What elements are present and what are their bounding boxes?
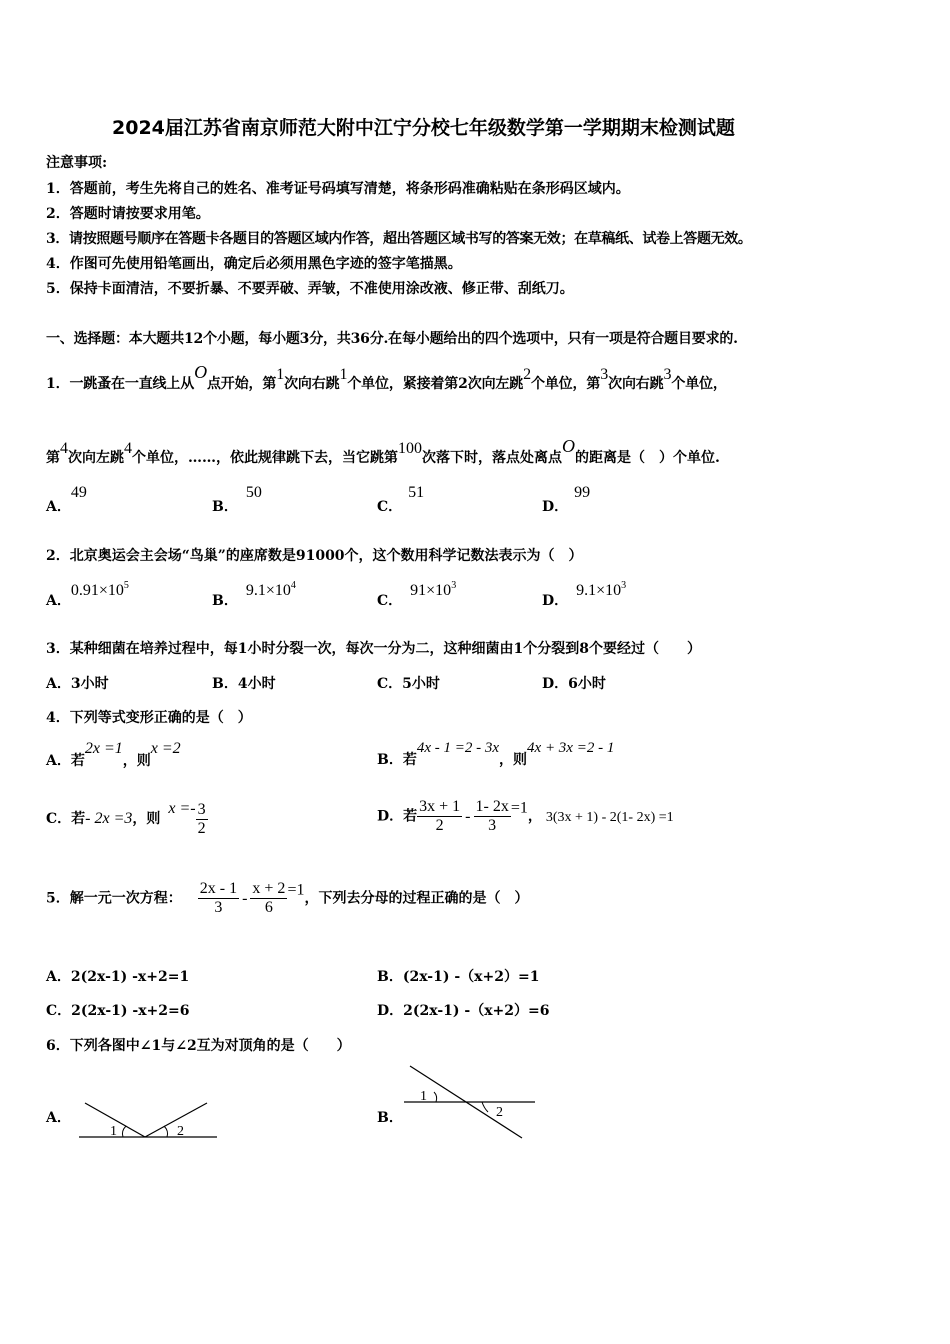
question-3: 3．某种细菌在培养过程中，每1小时分裂一次，每次一分为二，这种细菌由1个分裂到8个要经过（ ） [46, 641, 701, 657]
question-4: 4．下列等式变形正确的是（ ） [46, 710, 252, 726]
page-title: 2024届江苏省南京师范大附中江宁分校七年级数学第一学期期末检测试题 [112, 117, 735, 139]
section-heading: 一、选择题：本大题共12个小题，每小题3分，共36分.在每小题给出的四个选项中，只有一项是符合题目要求的. [46, 331, 738, 347]
figure-a-angle-arc-1 [122, 1126, 126, 1137]
q3-option-b[interactable]: B．4小时 [212, 676, 276, 692]
notice-heading: 注意事项: [46, 155, 108, 171]
figure-b-label-1: 1 [420, 1089, 427, 1104]
question-5: 5．解一元一次方程： $\frac{2x - 1}{3}$ - $\frac{x + 2}{6}$ =1，下列去分母的过程正确的是（ ） [46, 880, 529, 916]
figure-b-label-2: 2 [496, 1105, 503, 1120]
q5-option-a[interactable]: A．2(2x-1) -x+2=1 [46, 969, 190, 985]
figure-a-label-1: 1 [110, 1124, 117, 1139]
q2-option-b[interactable]: B．$9.1\times 10^4$ [212, 580, 296, 609]
q4-option-c[interactable]: C．若- 2x =3，则x =- $\frac{3}{2}$ [46, 800, 206, 837]
q5-option-d[interactable]: D．2(2x-1) -（x+2）=6 [377, 1003, 550, 1019]
q1-option-a[interactable]: A．49 [46, 484, 87, 515]
notice-item: 5．保持卡面清洁，不要折暴、不要弄破、弄皱，不准使用涂改液、修正带、刮纸刀。 [46, 281, 574, 297]
figure-a-label-2: 2 [177, 1124, 184, 1139]
q2-option-c[interactable]: C．$91\times 10^3$ [377, 580, 457, 609]
question-2: 2．北京奥运会主会场“鸟巢”的座席数是91000个，这个数用科学记数法表示为（ ） [46, 548, 583, 564]
q1-option-c[interactable]: C．51 [377, 484, 425, 515]
q3-option-a[interactable]: A．3小时 [46, 676, 109, 692]
q2-option-d[interactable]: D．$9.1\times 10^3$ [542, 580, 627, 609]
q4-option-a[interactable]: A．若2x =1，则x =2 [46, 740, 181, 769]
q3-option-d[interactable]: D．6小时 [542, 676, 606, 692]
question-1-line-2: 第4次向左跳4个单位，……，依此规律跳下去，当它跳第100次落下时，落点处离点O的距离是（ ）个单位. [46, 436, 720, 466]
q6-figure-a [75, 1095, 225, 1145]
figure-a-angle-arc-2 [164, 1126, 168, 1137]
q5-option-b[interactable]: B．(2x-1) -（x+2）=1 [377, 969, 540, 985]
notice-item: 3．请按照题号顺序在答题卡各题目的答题区域内作答，超出答题区域书写的答案无效；在草稿纸、试卷上答题无效。 [46, 231, 752, 247]
q6-option-b[interactable]: B． [377, 1110, 403, 1126]
question-1-line-1: 1．一跳蚤在一直线上从O点开始，第1次向右跳1个单位，紧接着第2次向左跳2个单位，第3次向右跳3个单位， [46, 362, 727, 392]
q1-option-b[interactable]: B．50 [212, 484, 262, 515]
question-6: 6．下列各图中∠1与∠2互为对顶角的是（ ） [46, 1038, 351, 1054]
q1-option-d[interactable]: D．99 [542, 484, 591, 515]
q4-option-d[interactable]: D．若 $\frac{3x + 1}{2}$ - $\frac{1- 2x}{3}$ =1， 3(3x + 1) - 2(1- 2x) =1 [377, 798, 674, 834]
notice-item: 1．答题前，考生先将自己的姓名、准考证号码填写清楚，将条形码准确粘贴在条形码区域内。 [46, 181, 630, 197]
q3-option-c[interactable]: C．5小时 [377, 676, 440, 692]
figure-b-angle-arc-1 [434, 1092, 437, 1102]
q4-option-b[interactable]: B．若4x - 1 =2 - 3x，则4x + 3x =2 - 1 [377, 740, 615, 768]
q5-option-c[interactable]: C．2(2x-1) -x+2=6 [46, 1003, 190, 1019]
figure-a-right-ray [145, 1103, 207, 1137]
q6-option-a[interactable]: A． [46, 1110, 71, 1126]
notice-item: 2．答题时请按要求用笔。 [46, 206, 210, 222]
figure-b-angle-arc-2 [482, 1102, 488, 1112]
notice-item: 4．作图可先使用铅笔画出，确定后必须用黑色字迹的签字笔描黑。 [46, 256, 462, 272]
q6-figure-b [400, 1062, 540, 1144]
q2-option-a[interactable]: A．$0.91\times 10^5$ [46, 580, 129, 609]
